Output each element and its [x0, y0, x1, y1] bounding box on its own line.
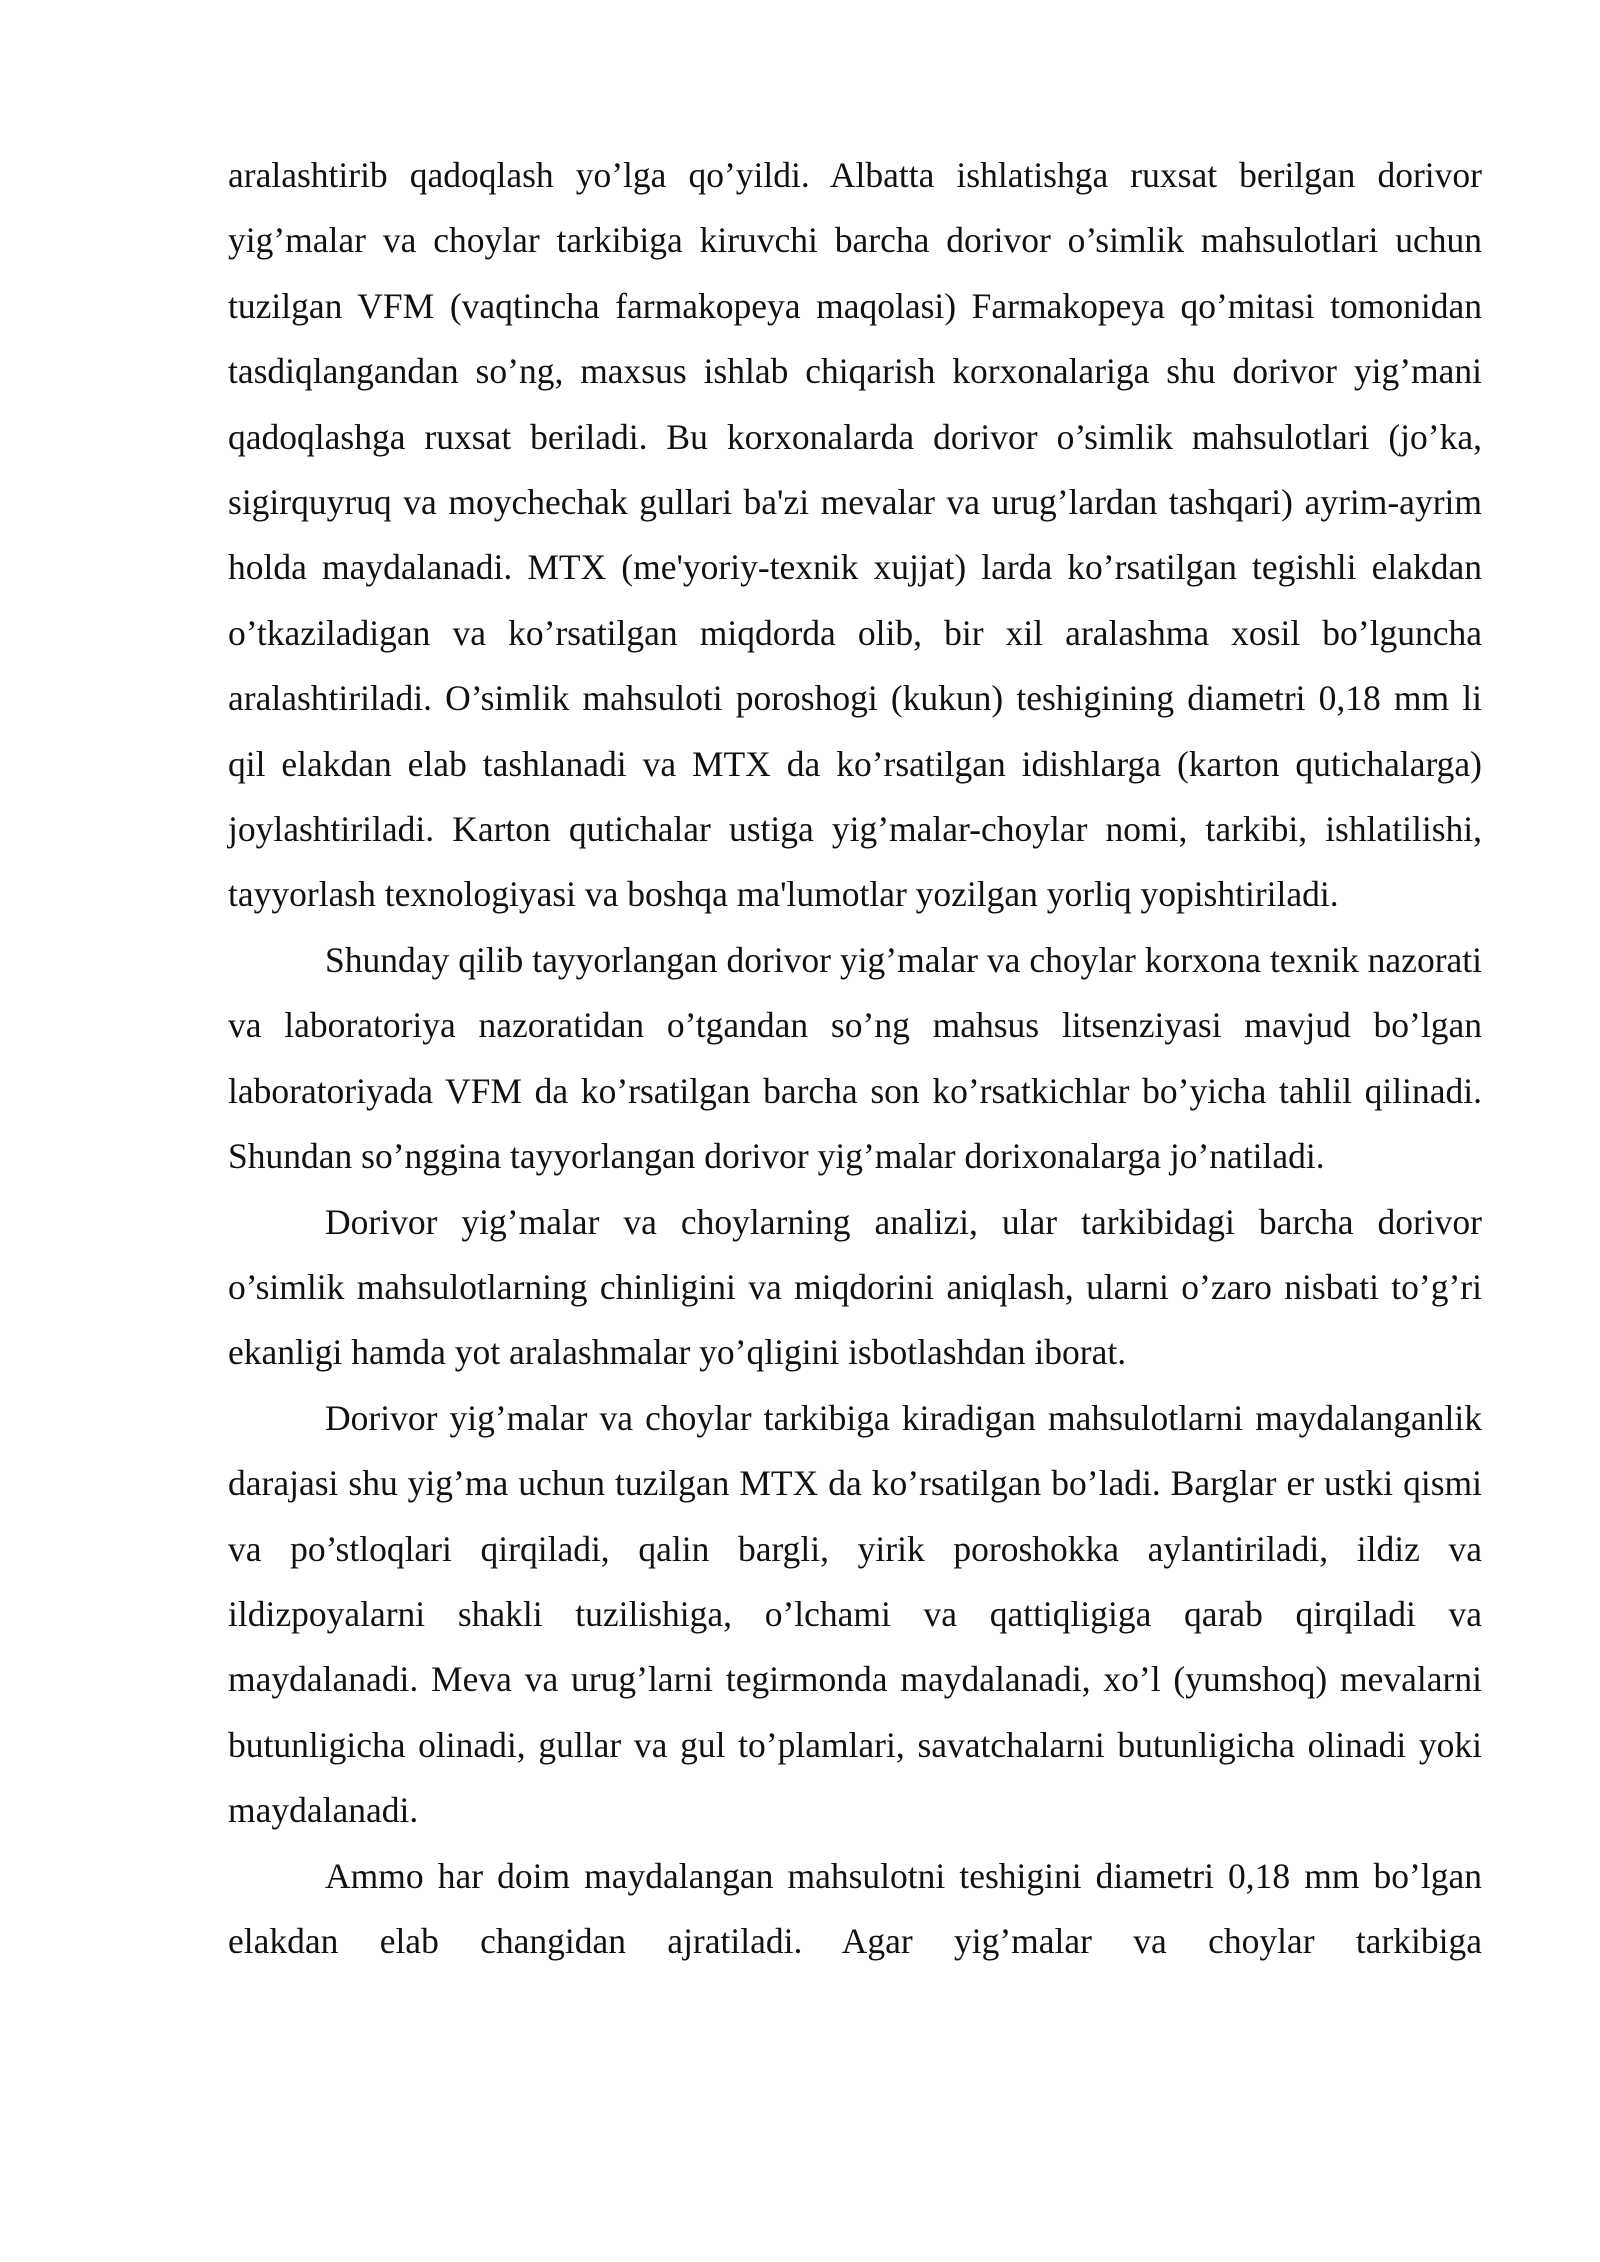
document-page — [228, 143, 1482, 1974]
paragraph-3: Dorivor yig’malar va choylarning analizi, ular tarkibidagi barcha dorivor o’simlik mahsulotlarning chinligini va miqdorini aniqlash, ularni o’zaro nisbati to’g’ri ekanligi hamda yot aralashmalar yo’qligini isbotlashdan iborat. — [228, 1201, 1482, 1373]
paragraph-4: Dorivor yig’malar va choylar tarkibiga kiradigan mahsulotlarni maydalanganlik darajasi shu yig’ma uchun tuzilgan MTX da ko’rsatilgan bo’ladi. Barglar er ustki qismi va po’stloqlari qirqiladi, qalin bargli, yirik poroshokka aylantiriladi, ildiz va ildizpoyalarni shakli tuzilishiga, o’lchami va qattiqligiga qarab qirqiladi va maydalanadi. Meva va urug’larni tegirmonda maydalanadi, xo’l (yumshoq) mevalarni butunligicha olinadi, gullar va gul to’plamlari, savatchalarni butunligicha olinadi yoki maydalanadi. — [228, 1397, 1482, 1831]
paragraph-1: aralashtirib qadoqlash yo’lga qo’yildi. Albatta ishlatishga ruxsat berilgan dorivor yig’malar va choylar tarkibiga kiruvchi barcha dorivor o’simlik mahsulotlari uchun tuzilgan VFM (vaqtincha farmakopeya maqolasi) Farmakopeya qo’mitasi tomonidan tasdiqlangandan so’ng, maxsus ishlab chiqarish korxonalariga shu dorivor yig’mani qadoqlashga ruxsat beriladi. Bu korxonalarda dorivor o’simlik mahsulotlari (jo’ka, sigirquyruq va moychechak gullari ba'zi mevalar va urug’lardan tashqari) ayrim-ayrim holda maydalanadi. MTX (me'yoriy-texnik xujjat) larda ko’rsatilgan tegishli elakdan o’tkaziladigan va ko’rsatilgan miqdorda olib, bir xil aralashma xosil bo’lguncha aralashtiriladi. O’simlik mahsuloti poroshogi (kukun) teshigining diametri 0,18 mm li qil elakdan elab tashlanadi va MTX da ko’rsatilgan idishlarga (karton qutichalarga) joylashtiriladi. Karton qutichalar ustiga yig’malar-choylar nomi, tarkibi, ishlatilishi, tayyorlash texnologiyasi va boshqa ma'lumotlar yozilgan yorliq yopishtiriladi. — [228, 155, 1482, 915]
paragraph-2: Shunday qilib tayyorlangan dorivor yig’malar va choylar korxona texnik nazorati va laboratoriya nazoratidan o’tgandan so’ng mahsus litsenziyasi mavjud bo’lgan laboratoriyada VFM da ko’rsatilgan barcha son ko’rsatkichlar bo’yicha tahlil qilinadi. Shundan so’nggina tayyorlangan dorivor yig’malar dorixonalarga jo’natiladi. — [228, 939, 1482, 1177]
paragraph-5: Ammo har doim maydalangan mahsulotni teshigini diametri 0,18 mm bo’lgan elakdan elab changidan ajratiladi. Agar yig’malar va choylar tarkibiga — [228, 1855, 1482, 1961]
